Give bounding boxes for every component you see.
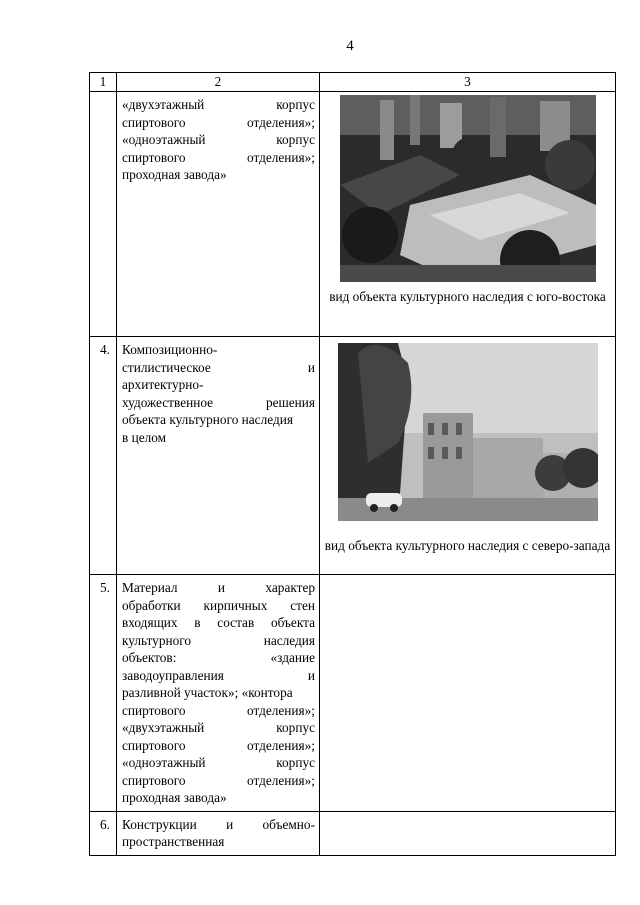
word: объектов: bbox=[122, 650, 177, 665]
text-line bbox=[122, 667, 315, 685]
text-line bbox=[122, 719, 315, 737]
word: объемно- bbox=[262, 816, 315, 832]
text-line bbox=[122, 816, 315, 834]
text-line: пространственная bbox=[122, 834, 225, 849]
word: отделения»; bbox=[246, 772, 315, 788]
word: «двухэтажный bbox=[122, 720, 205, 735]
empty-cell bbox=[320, 811, 616, 855]
word: корпус bbox=[276, 132, 315, 147]
header-cell-2: 2 bbox=[117, 73, 320, 92]
word: характер bbox=[265, 580, 315, 595]
text-line bbox=[122, 96, 315, 114]
word: стилистическое bbox=[122, 359, 211, 375]
word: отделения»; bbox=[246, 702, 315, 718]
word: входящих bbox=[122, 615, 178, 630]
table-row bbox=[90, 92, 616, 337]
word: состав bbox=[217, 615, 255, 630]
word: объекта bbox=[270, 615, 315, 630]
empty-cell bbox=[320, 575, 616, 812]
text-line bbox=[122, 772, 315, 790]
word: «здание bbox=[270, 650, 315, 665]
word: спиртового bbox=[122, 737, 186, 753]
word: и bbox=[226, 816, 234, 832]
word: заводоуправления bbox=[122, 667, 224, 683]
table-row bbox=[90, 811, 616, 855]
word: «одноэтажный bbox=[122, 132, 206, 147]
word: корпус bbox=[276, 755, 315, 770]
text-line: проходная завода» bbox=[122, 790, 227, 805]
text-line bbox=[122, 649, 315, 667]
word: «одноэтажный bbox=[122, 755, 206, 770]
word: «двухэтажный bbox=[122, 97, 205, 112]
text-line: проходная завода» bbox=[122, 167, 227, 182]
photo-caption: вид объекта культурного наследия с юго-востока bbox=[329, 289, 606, 304]
text-line bbox=[122, 702, 315, 720]
word: культурного bbox=[122, 632, 191, 648]
text-line bbox=[122, 579, 315, 597]
word: обработки bbox=[122, 597, 181, 613]
word: корпус bbox=[276, 720, 315, 735]
text-line bbox=[122, 114, 315, 132]
row-text bbox=[117, 92, 320, 337]
word: в bbox=[194, 615, 201, 630]
word: спиртового bbox=[122, 702, 186, 718]
word: кирпичных bbox=[203, 597, 268, 613]
word: Конструкции bbox=[122, 816, 197, 832]
word: и bbox=[307, 359, 315, 375]
text-line bbox=[122, 131, 315, 149]
row-text bbox=[117, 811, 320, 855]
text-line bbox=[122, 597, 315, 615]
word: спиртового bbox=[122, 772, 186, 788]
page-number: 4 bbox=[346, 38, 354, 54]
photo-cell bbox=[320, 337, 616, 575]
table-header-row bbox=[90, 73, 616, 92]
text-line bbox=[122, 149, 315, 167]
text-line bbox=[122, 359, 315, 377]
word: художественное bbox=[122, 394, 214, 410]
table-row bbox=[90, 575, 616, 812]
word: стен bbox=[290, 597, 315, 613]
word: спиртового bbox=[122, 114, 186, 130]
word: спиртового bbox=[122, 149, 186, 165]
row-text bbox=[117, 337, 320, 575]
text-line bbox=[122, 394, 315, 412]
table-row bbox=[90, 337, 616, 575]
row-text bbox=[117, 575, 320, 812]
text-line bbox=[122, 737, 315, 755]
text-line: объекта культурного наследия bbox=[122, 412, 293, 427]
row-number bbox=[90, 92, 117, 337]
word: отделения»; bbox=[246, 737, 315, 753]
photo-aerial-view bbox=[340, 95, 596, 282]
heritage-table bbox=[89, 72, 616, 856]
photo-caption: вид объекта культурного наследия с северо-запада bbox=[324, 538, 611, 553]
text-line: разливной участок»; «контора bbox=[122, 685, 293, 700]
text-line bbox=[122, 632, 315, 650]
word: решения bbox=[265, 394, 315, 410]
text-line: в целом bbox=[122, 429, 167, 445]
word: отделения»; bbox=[246, 114, 315, 130]
text-line: Композиционно- bbox=[122, 342, 218, 357]
word: наследия bbox=[263, 632, 315, 648]
text-line: архитектурно- bbox=[122, 377, 204, 392]
header-cell-1: 1 bbox=[90, 73, 117, 92]
photo-street-view bbox=[338, 343, 598, 521]
text-line bbox=[122, 614, 315, 632]
row-number: 6. bbox=[90, 811, 117, 855]
word: и bbox=[217, 580, 226, 595]
word: корпус bbox=[276, 97, 315, 112]
row-number: 4. bbox=[90, 337, 117, 575]
photo-cell bbox=[320, 92, 616, 337]
row-number: 5. bbox=[90, 575, 117, 812]
header-cell-3: 3 bbox=[320, 73, 616, 92]
word: Материал bbox=[122, 580, 178, 595]
word: отделения»; bbox=[246, 149, 315, 165]
word: и bbox=[307, 667, 315, 683]
text-line bbox=[122, 754, 315, 772]
